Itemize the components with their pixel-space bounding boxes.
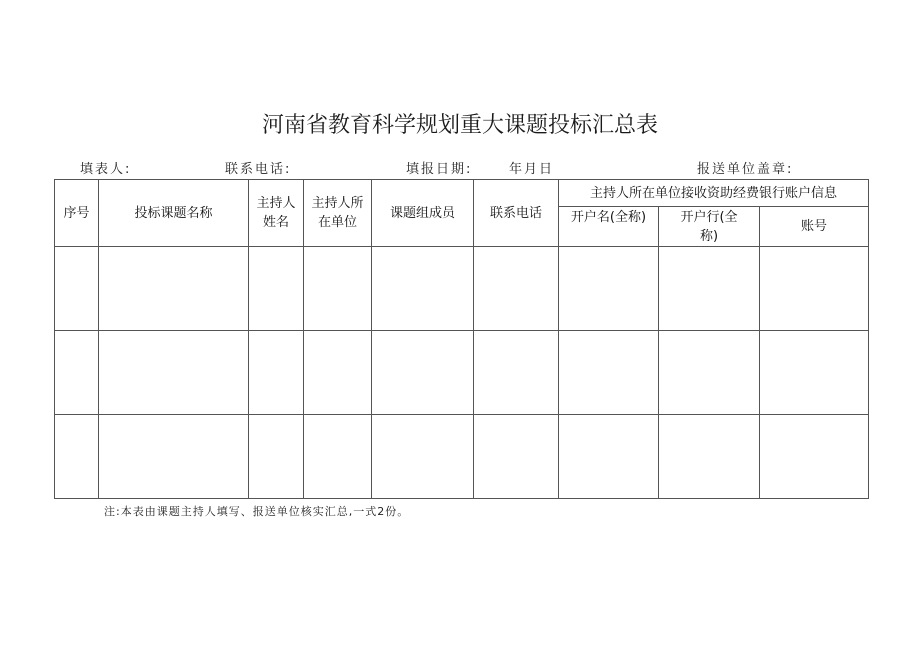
page-title: 河南省教育科学规划重大课题投标汇总表 [261, 113, 658, 138]
table-cell[interactable] [304, 247, 372, 331]
table-cell[interactable] [99, 247, 249, 331]
table-cell[interactable] [249, 415, 304, 499]
header-phone: 联系电话 [474, 180, 559, 247]
table-cell[interactable] [99, 331, 249, 415]
table-cell[interactable] [659, 415, 760, 499]
header-bank [659, 207, 760, 247]
header-host-unit-line1: 主持人所 [311, 196, 364, 211]
header-account-no: 账号 [760, 207, 869, 247]
header-account-name: 开户名(全称) [559, 207, 659, 247]
table-cell[interactable] [474, 247, 559, 331]
table-cell[interactable] [372, 415, 474, 499]
table-cell[interactable] [559, 331, 659, 415]
header-host-name [249, 180, 304, 247]
header-bank-group: 主持人所在单位接收资助经费银行账户信息 [559, 180, 869, 207]
table-row [55, 247, 869, 331]
seal-label: 报送单位盖章: [697, 162, 794, 177]
contact-phone-label: 联系电话: [225, 162, 292, 177]
table-cell[interactable] [99, 415, 249, 499]
table-cell[interactable] [559, 415, 659, 499]
footnote: 注:本表由课题主持人填写、报送单位核实汇总,一式2份。 [104, 505, 410, 518]
table-cell[interactable] [659, 247, 760, 331]
header-row [55, 180, 869, 207]
table-cell[interactable] [304, 415, 372, 499]
table-row [55, 331, 869, 415]
header-serial: 序号 [55, 180, 99, 247]
header-host-name-line2: 姓名 [262, 215, 289, 230]
table-cell[interactable] [559, 247, 659, 331]
table-cell[interactable] [659, 331, 760, 415]
table-cell[interactable] [760, 331, 869, 415]
table-cell[interactable] [372, 331, 474, 415]
filler-label: 填表人: [80, 162, 132, 177]
table-cell[interactable] [304, 331, 372, 415]
table-cell[interactable] [474, 331, 559, 415]
table-cell[interactable] [249, 331, 304, 415]
table-cell[interactable] [249, 247, 304, 331]
header-bank-line1: 开户行(全 [680, 210, 738, 225]
table-cell[interactable] [760, 247, 869, 331]
table-cell[interactable] [760, 415, 869, 499]
table-cell[interactable] [372, 247, 474, 331]
table-cell[interactable] [55, 247, 99, 331]
header-bank-line2: 称) [699, 229, 719, 244]
date-placeholder: 年月日 [509, 162, 555, 177]
header-host-unit-line2: 在单位 [317, 215, 357, 230]
summary-table [54, 179, 869, 499]
header-topic-name: 投标课题名称 [99, 180, 249, 247]
fill-date-label: 填报日期: [406, 162, 473, 177]
header-members: 课题组成员 [372, 180, 474, 247]
table-row [55, 415, 869, 499]
table-cell[interactable] [474, 415, 559, 499]
table-cell[interactable] [55, 415, 99, 499]
table-cell[interactable] [55, 331, 99, 415]
header-host-unit [304, 180, 372, 247]
header-host-name-line1: 主持人 [256, 196, 296, 211]
